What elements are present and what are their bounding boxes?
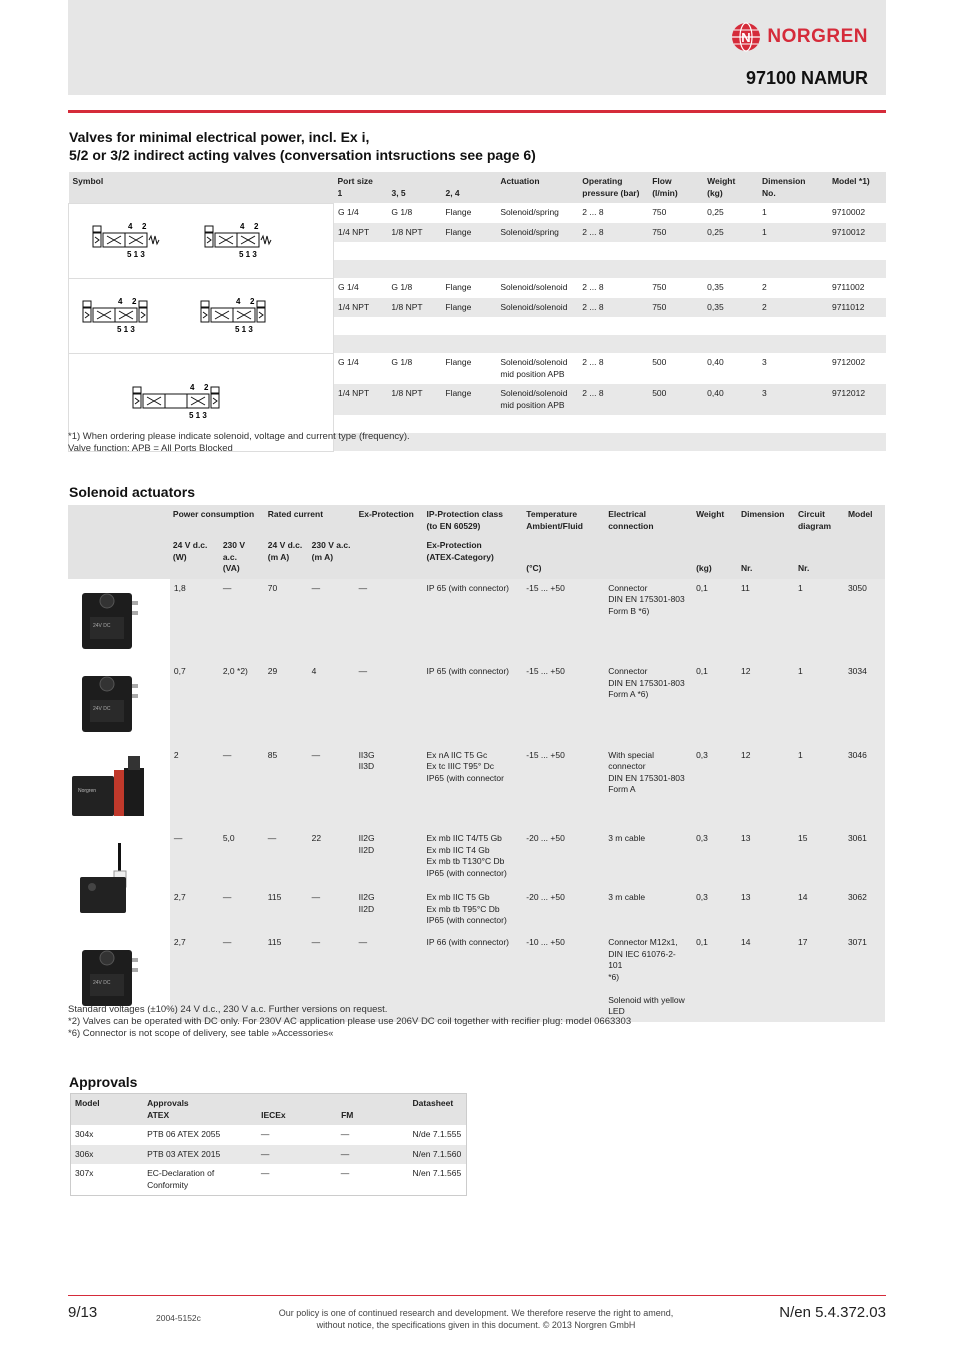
valve-cell: 9710012 [828,223,886,243]
solenoid-cell: 3061 [844,829,885,888]
solenoid-row [68,746,885,830]
approval-row [71,1145,467,1165]
svg-text:5 1 3: 5 1 3 [239,249,257,259]
header-divider [68,110,886,113]
valve-row [69,203,887,223]
approval-cell: — [257,1145,337,1165]
valve-cell: G 1/4 [333,203,387,223]
solenoid-cell: — [219,933,264,1022]
solenoid-header-row-1: Power consumption Rated current Ex-Protection IP-Protection class (to EN 60529) Temperature Ambient/Fluid Electrical connection Weight Dimension Circuit diagram Model [68,505,885,536]
solenoid-cell: -15 ... +50 [522,662,604,746]
solenoid-cell: — [355,933,423,1022]
valve-cell: 2 ... 8 [578,223,648,243]
svg-text:4: 4 [240,221,245,231]
solenoid-cell: 2,7 [169,933,219,1022]
solenoid-cell: -20 ... +50 [522,888,604,933]
solenoid-cell: 12 [737,746,794,830]
valve-cell: 2 ... 8 [578,278,648,298]
solenoid-cell: 2,7 [169,888,219,933]
solenoid-cell: -20 ... +50 [522,829,604,888]
approval-cell: — [337,1145,409,1165]
col-pressure: Operating pressure (bar) [578,172,648,203]
svg-text:24V DC: 24V DC [93,622,111,629]
solenoid-cell: — [219,746,264,830]
solenoid-coil-image [68,662,169,746]
valves-table [68,172,886,452]
approval-cell: EC-Declaration of Conformity [143,1164,257,1196]
valve-cell: 0,40 [703,353,758,384]
valve-cell: 2 [758,298,828,318]
valves-header-row [69,172,887,203]
valve-cell: 2 ... 8 [578,298,648,318]
valve-symbol-diagram [69,203,334,278]
approval-cell: 306x [71,1145,144,1165]
valve-cell: 0,40 [703,384,758,415]
solenoid-notes [68,1004,631,1040]
valve-cell: Solenoid/spring [496,203,578,223]
solenoid-cell: — [308,746,355,830]
valve-cell: Solenoid/solenoid mid position APB [496,384,578,415]
approvals-title: Approvals [69,1074,138,1090]
valves-note-1: *1) When ordering please indicate solenoid, voltage and current type (frequency). [68,431,410,442]
solenoid-cell: 0,1 [692,579,737,663]
solenoid-cell: 0,1 [692,662,737,746]
approval-cell: — [337,1125,409,1145]
valve-cell: 9711012 [828,298,886,318]
valve-cell: Solenoid/solenoid mid position APB [496,353,578,384]
solenoid-coil-image [68,829,169,933]
col-port-size: Port size 1 3, 5 2, 4 [333,172,496,203]
valve-cell: Flange [441,278,496,298]
valve-cell: 2 ... 8 [578,203,648,223]
approval-cell: PTB 06 ATEX 2055 [143,1125,257,1145]
solenoid-row [68,888,885,933]
valve-cell: Solenoid/spring [496,223,578,243]
solenoid-cell: 85 [264,746,308,830]
svg-text:2: 2 [250,296,255,306]
solenoid-cell: 0,3 [692,888,737,933]
valve-cell: 9712012 [828,384,886,415]
valve-cell: 9712002 [828,353,886,384]
approval-cell: N/en 7.1.565 [409,1164,467,1196]
solenoid-cell: — [308,888,355,933]
solenoid-cell: Ex mb IIC T4/T5 Gb Ex mb IIC T4 Gb Ex mb tb T130°C Db IP65 (with connector) [422,829,522,888]
valve-cell: 1 [758,203,828,223]
valve-cell: Flange [441,384,496,415]
valves-title-line2: 5/2 or 3/2 indirect acting valves (conversation intsructions see page 6) [69,147,536,163]
norgren-globe-icon [731,22,761,52]
approval-cell: 307x [71,1164,144,1196]
brand-name: NORGREN [767,26,868,47]
solenoid-cell: 0,3 [692,829,737,888]
solenoid-note-3: *6) Connector is not scope of delivery, see table »Accessories« [68,1028,334,1039]
solenoid-cell: — [308,579,355,663]
valve-cell: 750 [648,223,703,243]
valve-row [69,278,887,298]
valve-cell: 1/4 NPT [333,298,387,318]
valve-cell: 500 [648,353,703,384]
valves-title [69,128,536,164]
valve-cell: 2 ... 8 [578,384,648,415]
svg-text:24V DC: 24V DC [93,979,111,986]
svg-text:N: N [741,30,752,45]
solenoid-cell: 13 [737,829,794,888]
solenoid-cell: -15 ... +50 [522,579,604,663]
svg-text:2: 2 [132,296,137,306]
solenoid-row [68,829,885,888]
valve-cell: 750 [648,203,703,223]
valve-cell: Solenoid/solenoid [496,298,578,318]
solenoid-cell: 15 [794,829,844,888]
valve-cell: 1/4 NPT [333,384,387,415]
valve-cell: 1 [758,223,828,243]
solenoid-cell: Connector DIN EN 175301-803 Form A *6) [604,662,692,746]
col-actuation: Actuation [496,172,578,203]
solenoid-cell: 3062 [844,888,885,933]
page-number: 9/13 [68,1304,98,1321]
approval-row [71,1164,467,1196]
solenoid-cell: With special connector DIN EN 175301-803 Form A [604,746,692,830]
solenoid-cell: Connector DIN EN 175301-803 Form B *6) [604,579,692,663]
approvals-header-row: Model Approvals ATEX IECEx FM Datasheet [71,1094,467,1126]
svg-text:5 1 3: 5 1 3 [235,324,253,334]
valve-cell: 2 ... 8 [578,353,648,384]
solenoid-cell: 0,3 [692,746,737,830]
solenoid-cell: -15 ... +50 [522,746,604,830]
valve-cell: 750 [648,278,703,298]
svg-text:24V DC: 24V DC [93,706,111,712]
valve-cell: G 1/4 [333,278,387,298]
solenoid-cell: Connector M12x1, DIN IEC 61076-2-101 *6) Solenoid with yellow LED [604,933,692,1022]
solenoid-row [68,662,885,746]
page-title: 97100 NAMUR [745,68,868,88]
svg-text:5 1 3: 5 1 3 [189,411,207,421]
valve-cell: 750 [648,298,703,318]
valve-cell: Flange [441,353,496,384]
valve-cell: 1/8 NPT [387,223,441,243]
solenoid-cell: IP 66 (with connector) [422,933,522,1022]
svg-text:2: 2 [142,221,147,231]
solenoid-header-row-2: 24 V d.c. (W) 230 V a.c. (VA) 24 V d.c. (m A) 230 V a.c. (m A) Ex-Protection (ATEX-Category) (°C) (kg) Nr. Nr. [68,536,885,579]
approval-cell: N/en 7.1.560 [409,1145,467,1165]
solenoid-cell: 3034 [844,662,885,746]
svg-text:2: 2 [254,221,259,231]
solenoid-cell: — [355,579,423,663]
doc-code: 2004-5152c [156,1313,201,1323]
solenoid-cell: 70 [264,579,308,663]
solenoid-cell: 29 [264,662,308,746]
valve-cell: G 1/4 [333,353,387,384]
valve-cell: 0,35 [703,298,758,318]
solenoid-cell: 115 [264,888,308,933]
solenoid-cell: 3050 [844,579,885,663]
solenoid-cell: — [219,579,264,663]
policy-text: Our policy is one of continued research and development. We therefore reserve the right to amend, without notice, the specifications given in this document. © 2013 Norgren GmbH [278,1308,674,1330]
approval-row [71,1125,467,1145]
solenoid-cell: 11 [737,579,794,663]
solenoid-cell: 2 [169,746,219,830]
svg-text:4: 4 [118,296,123,306]
solenoid-cell: Ex mb IIC T5 Gb Ex mb tb T95°C Db IP65 (with connector) [422,888,522,933]
valve-cell: 0,25 [703,203,758,223]
solenoid-cell: 0,7 [169,662,219,746]
svg-text:Norgren: Norgren [78,787,97,794]
valve-cell: 2 [758,278,828,298]
approval-cell: PTB 03 ATEX 2015 [143,1145,257,1165]
solenoid-cell: II3G II3D [355,746,423,830]
solenoid-cell: 3 m cable [604,829,692,888]
solenoid-cell: 4 [308,662,355,746]
valve-cell: 1/8 NPT [387,384,441,415]
col-dimension: Dimension No. [758,172,828,203]
valve-cell: Flange [441,203,496,223]
valve-cell: 3 [758,353,828,384]
col-weight: Weight (kg) [703,172,758,203]
valve-cell: 500 [648,384,703,415]
solenoid-table [68,505,886,1022]
svg-text:4: 4 [128,221,133,231]
solenoid-cell: IP 65 (with connector) [422,662,522,746]
solenoid-cell: 115 [264,933,308,1022]
solenoid-cell: 5,0 [219,829,264,888]
valve-cell: G 1/8 [387,278,441,298]
doc-reference: N/en 5.4.372.03 [779,1304,886,1321]
solenoid-coil-image [68,746,169,830]
solenoid-cell: 1 [794,662,844,746]
solenoid-cell: — [308,933,355,1022]
solenoid-cell: 1 [794,746,844,830]
valve-cell: Solenoid/solenoid [496,278,578,298]
valve-cell: G 1/8 [387,353,441,384]
solenoid-cell: 14 [794,888,844,933]
valve-cell: Flange [441,223,496,243]
svg-text:5 1 3: 5 1 3 [127,249,145,259]
valves-notes [68,431,410,455]
solenoid-cell: — [264,829,308,888]
valves-title-line1: Valves for minimal electrical power, incl. Ex i, [69,129,370,145]
valve-cell: G 1/8 [387,203,441,223]
solenoid-cell: Ex nA IIC T5 Gc Ex tc IIIC T95° Dc IP65 (with connector [422,746,522,830]
svg-text:2: 2 [204,383,209,393]
svg-text:4: 4 [236,296,241,306]
valves-note-2: Valve function: APB = All Ports Blocked [68,443,233,454]
solenoid-note-1: Standard voltages (±10%) 24 V d.c., 230 V a.c. Further versions on request. [68,1004,388,1015]
solenoid-cell: 3 m cable [604,888,692,933]
solenoid-cell: IP 65 (with connector) [422,579,522,663]
col-symbol: Symbol [69,172,334,203]
solenoid-note-2: *2) Valves can be operated with DC only. For 230V AC application please use 206V DC coil together with recifier plug: model 0663303 [68,1016,632,1027]
valve-cell: 9710002 [828,203,886,223]
valve-cell: 0,25 [703,223,758,243]
svg-text:5 1 3: 5 1 3 [117,324,135,334]
valve-cell: 1/4 NPT [333,223,387,243]
solenoid-cell: — [219,888,264,933]
valve-symbol-diagram [69,278,334,353]
approval-cell: 304x [71,1125,144,1145]
valve-cell: 9711002 [828,278,886,298]
approvals-table [70,1093,467,1196]
solenoid-cell: -10 ... +50 [522,933,604,1022]
solenoid-cell: 13 [737,888,794,933]
solenoid-cell: 0,1 [692,933,737,1022]
valve-cell: Flange [441,298,496,318]
col-model: Model *1) [828,172,886,203]
solenoid-cell: 12 [737,662,794,746]
valve-cell: 3 [758,384,828,415]
solenoid-cell: 1,8 [169,579,219,663]
approval-cell: N/de 7.1.555 [409,1125,467,1145]
solenoid-cell: — [355,662,423,746]
approval-cell: — [337,1164,409,1196]
solenoid-title: Solenoid actuators [69,484,196,500]
solenoid-cell: 22 [308,829,355,888]
valve-row [69,353,887,384]
solenoid-cell: II2G II2D [355,888,423,933]
solenoid-cell: II2G II2D [355,829,423,888]
footer-divider [68,1295,886,1296]
valve-cell: 1/8 NPT [387,298,441,318]
solenoid-cell: 3071 [844,933,885,1022]
norgren-logo [731,22,868,52]
page-header [68,0,886,95]
solenoid-cell: 14 [737,933,794,1022]
solenoid-cell: 3046 [844,746,885,830]
solenoid-coil-image [68,579,169,663]
solenoid-row [68,579,885,663]
solenoid-cell: 17 [794,933,844,1022]
approval-cell: — [257,1164,337,1196]
solenoid-cell: 2,0 *2) [219,662,264,746]
approval-cell: — [257,1125,337,1145]
solenoid-cell: — [169,829,219,888]
solenoid-cell: 1 [794,579,844,663]
col-flow: Flow (l/min) [648,172,703,203]
valve-cell: 0,35 [703,278,758,298]
svg-text:4: 4 [190,383,195,393]
